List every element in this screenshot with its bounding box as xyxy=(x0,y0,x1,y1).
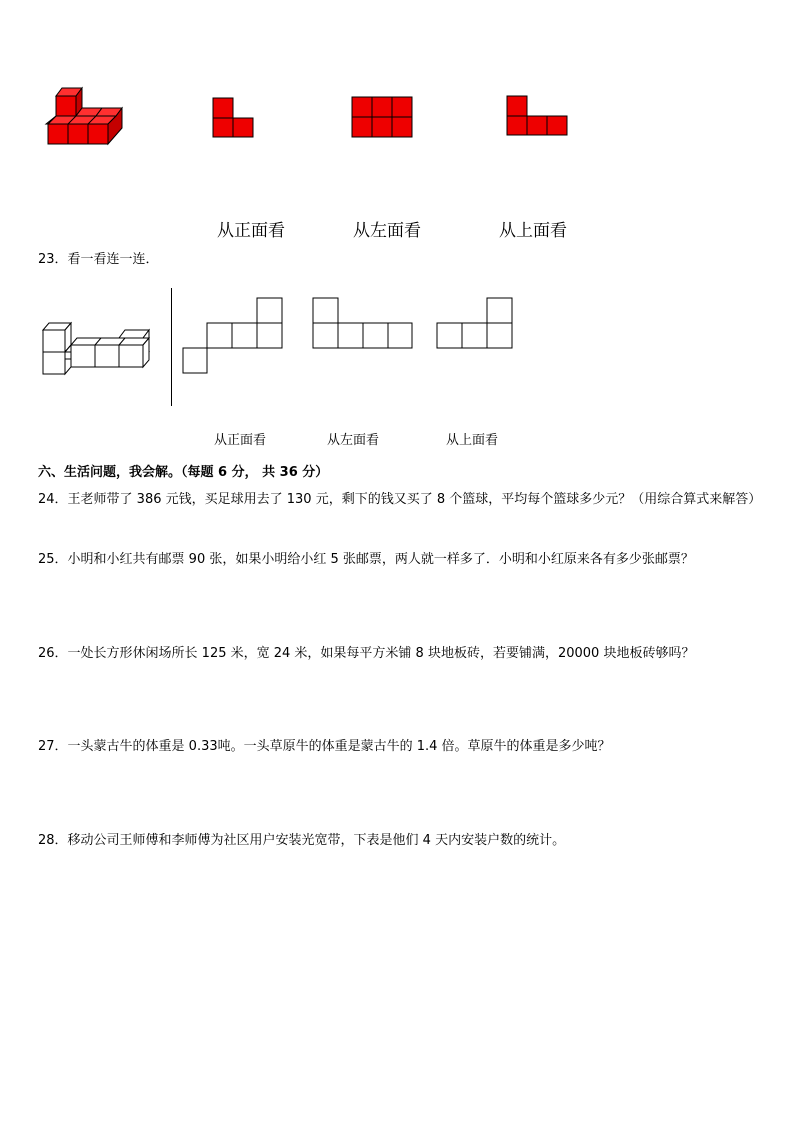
question-26: 26．一处长方形休闲场所长 125 米，宽 24 米，如果每平方米铺 8 块地板砖，若要铺满，20000 块地板砖够吗？ xyxy=(38,646,695,661)
red-view-long-l xyxy=(506,95,570,137)
question-24: 24．王老师带了 386 元钱，买足球用去了 130 元，剩下的钱又买了 8 个篮球，平均每个篮球多少元？（用综合算式来解答） xyxy=(38,492,762,507)
outline-view-a xyxy=(182,297,284,375)
divider-line xyxy=(171,288,172,406)
section-6-title: 六、生活问题，我会解。（每题 6 分， 共 36 分） xyxy=(38,465,329,480)
outline-view-c xyxy=(436,297,514,351)
question-28: 28．移动公司王师傅和李师傅为社区用户安装光宽带，下表是他们 4 天内安装户数的统计。 xyxy=(38,833,566,848)
label-top-view-2: 从上面看 xyxy=(446,433,499,448)
outline-view-b xyxy=(312,297,414,351)
label-left-view-1: 从左面看 xyxy=(353,221,421,241)
red-view-l-shape xyxy=(212,97,256,139)
outline-solid-figure xyxy=(40,320,156,376)
label-front-view-1: 从正面看 xyxy=(217,221,285,241)
red-view-2x3-grid xyxy=(351,96,413,138)
question-27: 27．一头蒙古牛的体重是 0.33吨。一头草原牛的体重是蒙古牛的 1.4 倍。草原牛的体重是多少吨？ xyxy=(38,739,611,754)
question-25: 25．小明和小红共有邮票 90 张，如果小明给小红 5 张邮票，两人就一样多了．小明和小红原来各有多少张邮票？ xyxy=(38,552,694,567)
label-left-view-2: 从左面看 xyxy=(327,433,380,448)
question-23: 23．看一看连一连． xyxy=(38,252,159,267)
red-solid-figure xyxy=(44,84,128,146)
label-top-view-1: 从上面看 xyxy=(499,221,567,241)
label-front-view-2: 从正面看 xyxy=(214,433,267,448)
